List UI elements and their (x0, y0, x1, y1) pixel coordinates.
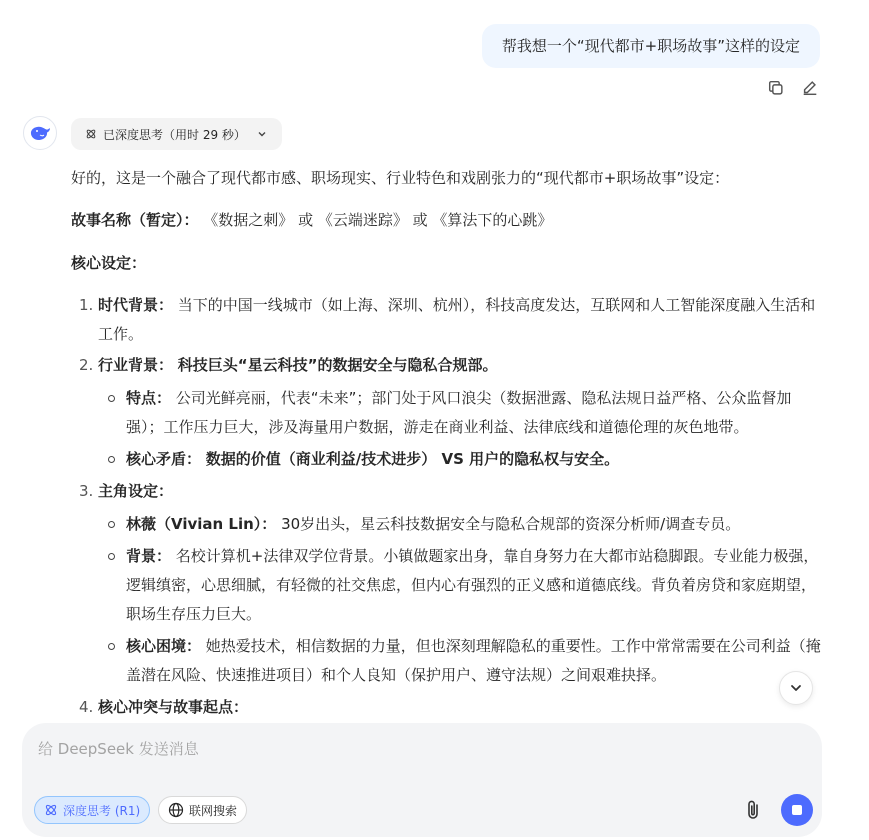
edit-icon[interactable] (800, 78, 820, 98)
message-input[interactable] (36, 733, 800, 765)
sub-item-text: 名校计算机+法律双学位背景。小镇做题家出身，靠自身努力在大都市站稳脚跟。专业能力极强，逻辑缜密，心思细腻，有轻微的社交焦虑，但内心有强烈的正义感和道德底线。背负着房贷和家庭期望，职场生存压力巨大。 (126, 547, 819, 623)
bullet-icon (108, 521, 115, 528)
deep-think-toggle[interactable] (71, 118, 282, 150)
user-message-text: 帮我想一个“现代都市+职场故事”这样的设定 (501, 37, 800, 55)
sub-item-label: 特点： (126, 389, 172, 407)
list-item (71, 693, 821, 722)
scroll-to-bottom-button[interactable] (779, 671, 813, 705)
bullet-icon (108, 456, 115, 463)
bullet-icon (108, 395, 115, 402)
deepseek-whale-logo (23, 116, 57, 150)
message-composer (22, 723, 822, 837)
sub-item-text: 公司光鲜亮丽，代表“未来”；部门处于风口浪尖（数据泄露、隐私法规日益严格、公众监督加强）；工作压力巨大，涉及海量用户数据，游走在商业利益、法律底线和道德伦理的灰色地带。 (126, 389, 792, 436)
sub-item-label: 背景： (126, 547, 172, 565)
chevron-down-icon (256, 128, 268, 140)
user-message-bubble (482, 24, 820, 68)
stop-generation-button[interactable] (781, 794, 813, 826)
copy-icon[interactable] (766, 78, 786, 98)
sub-item-text: 30岁出头，星云科技数据安全与隐私合规部的资深分析师/调查专员。 (281, 515, 741, 533)
item-label: 主角设定： (98, 482, 174, 500)
story-name-label: 故事名称（暂定）： (71, 211, 199, 229)
list-item (71, 291, 821, 349)
item-label: 时代背景： (98, 296, 174, 314)
paperclip-icon[interactable] (743, 799, 765, 821)
atom-icon (85, 128, 97, 140)
bullet-icon (108, 643, 115, 650)
sub-list-item (108, 445, 821, 474)
message-actions (766, 78, 820, 98)
list-number: 2. (79, 356, 94, 374)
sub-item-label: 核心矛盾： (126, 450, 202, 468)
deep-think-r1-button[interactable] (34, 796, 150, 824)
list-item (71, 351, 821, 380)
list-number: 3. (79, 482, 94, 500)
sub-item-bold-text: 数据的价值（商业利益/技术进步） VS 用户的隐私权与安全。 (205, 450, 620, 468)
sub-list-item (108, 632, 821, 690)
sub-list-item (108, 384, 821, 442)
sub-item-label: 核心困境： (126, 637, 202, 655)
think-label: 已深度思考（用时 29 秒） (103, 127, 246, 142)
stop-icon (792, 805, 802, 815)
bullet-icon (108, 553, 115, 560)
item-label: 核心冲突与故事起点： (98, 698, 249, 716)
core-setting-title: 核心设定： (71, 254, 147, 272)
item-bold-text: 科技巨头“星云科技”的数据安全与隐私合规部。 (177, 356, 498, 374)
sub-item-label: 林薇（Vivian Lin）： (126, 515, 277, 533)
sub-item-text: 她热爱技术，相信数据的力量，但也深刻理解隐私的重要性。工作中常常需要在公司利益（掩盖潜在风险、快速推进项目）和个人良知（保护用户、遵守法规）之间艰难抉择。 (126, 637, 821, 684)
story-name-line (71, 206, 552, 235)
web-search-label: 联网搜索 (189, 803, 238, 818)
chevron-down-icon (788, 680, 804, 696)
list-number: 4. (79, 698, 94, 716)
deep-think-label: 深度思考 (R1) (63, 803, 141, 818)
globe-icon (168, 802, 184, 818)
atom-icon (44, 803, 58, 817)
story-name-value: 《数据之刺》 或 《云端迷踪》 或 《算法下的心跳》 (203, 211, 553, 229)
list-item (71, 477, 821, 506)
list-number: 1. (79, 296, 94, 314)
sub-list-item (108, 510, 821, 539)
web-search-button[interactable] (158, 796, 247, 824)
item-text: 当下的中国一线城市（如上海、深圳、杭州），科技高度发达，互联网和人工智能深度融入生活和工作。 (98, 296, 816, 343)
intro-text: 好的，这是一个融合了现代都市感、职场现实、行业特色和戏剧张力的“现代都市+职场故事”设定： (71, 169, 730, 187)
sub-list-item (108, 542, 821, 629)
item-label: 行业背景： (98, 356, 174, 374)
